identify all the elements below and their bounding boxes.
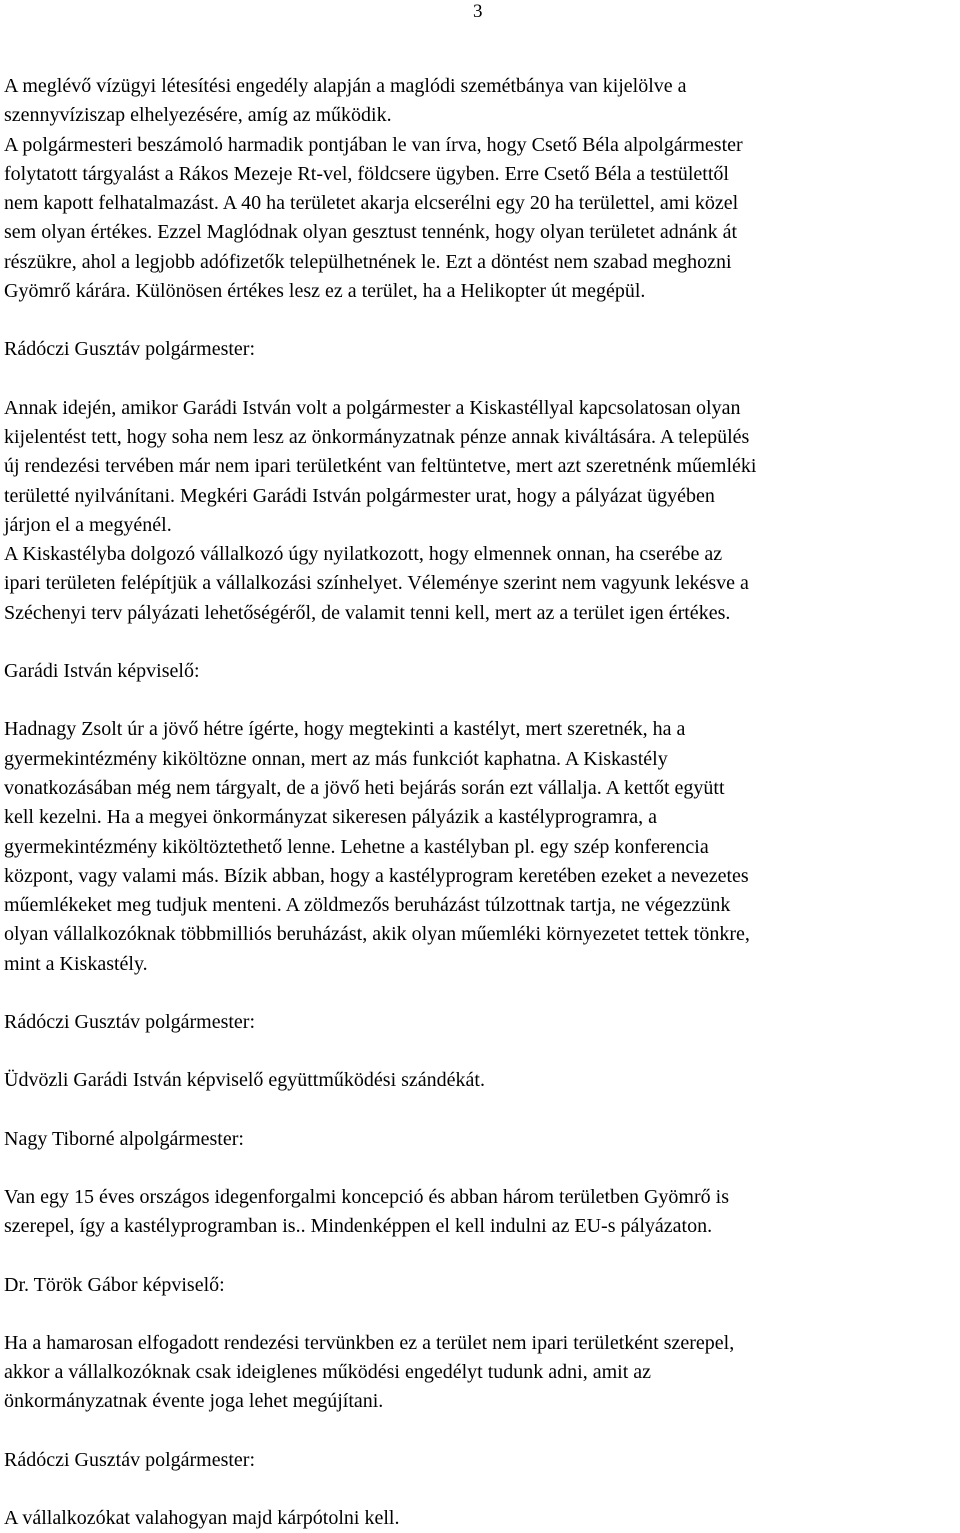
paragraph: Annak idején, amikor Garádi István volt a polgármester a Kiskastéllyal kapcsolatosan olyan kijelentést tett, hogy soha nem lesz az önkormányzatnak pénze annak kiváltására. A település új rendezési tervében már nem ipari területként van feltüntetve, mert azt szeretnénk műemléki területté nyilvánítani. Megkéri Garádi István polgármester urat, hogy a pályázat ügyében járjon el a megyénél. A Kiskastélyba dolgozó vállalkozó úgy nyilatkozott, hogy elmennek onnan, ha cserébe az ipari területen felépítjük a vállalkozási színhelyet. Véleménye szerint nem vagyunk lekésve a Széchenyi terv pályázati lehetőségéről, de valamit tenni kell, mert az a terület igen értékes. [4,396,757,624]
paragraph: A vállalkozókat valahogyan majd kárpótolni kell. [4,1506,400,1529]
paragraph: Ha a hamarosan elfogadott rendezési tervünkben ez a terület nem ipari területként szerepel, akkor a vállalkozóknak csak ideiglenes működési engedélyt tudunk adni, amit az önkormányzatnak évente joga lehet megújítani. [4,1331,735,1413]
speaker-heading: Nagy Tiborné alpolgármester: [4,1127,244,1150]
paragraph: Van egy 15 éves országos idegenforgalmi koncepció és abban három területben Gyömrő is szerepel, így a kastélyprogramban is.. Mindenképpen el kell indulni az EU-s pályázaton. [4,1185,729,1238]
paragraph: Hadnagy Zsolt úr a jövő hétre ígérte, hogy megtekinti a kastélyt, mert szeretnék, ha a gyermekintézmény kiköltözne onnan, mert az más funkciót kaphatna. A Kiskastély vonatkozásában még nem tárgyalt, de a jövő heti bejárás során ezt vállalja. A kettőt együtt kell kezelni. Ha a megyei önkormányzat sikeresen pályázik a kastélyprogramra, a gyermekintézmény kiköltöztethető lenne. Lehetne a kastélyban pl. egy szép konferencia központ, vagy valami más. Bízik abban, hogy a kastélyprogram keretében ezeket a nevezetes műemlékeket meg tudjuk menteni. A zöldmezős beruházást túlzottnak tartja, ne végezzünk olyan vállalkozóknak többmilliós beruházást, akik olyan műemléki környezetet tettek tönkre, mint a Kiskastély. [4,718,750,975]
speaker-heading: Garádi István képviselő: [4,660,200,683]
page-number: 3 [473,1,483,22]
paragraph: Üdvözli Garádi István képviselő együttműködési szándékát. [4,1069,485,1092]
document-body [4,72,956,1533]
speaker-heading: Dr. Török Gábor képviselő: [4,1273,225,1296]
speaker-heading: Rádóczi Gusztáv polgármester: [4,1448,256,1471]
speaker-heading: Rádóczi Gusztáv polgármester: [4,1011,256,1034]
paragraph: A meglévő vízügyi létesítési engedély alapján a maglódi szemétbánya van kijelölve a szennyvíziszap elhelyezésére, amíg az működik. A polgármesteri beszámoló harmadik pontjában le van írva, hogy Csető Béla alpolgármester folytatott tárgyalást a Rákos Mezeje Rt-vel, földcsere ügyben. Erre Csető Béla a testülettől nem kapott felhatalmazást. A 40 ha területet akarja elcserélni egy 20 ha területtel, ami közel sem olyan értékes. Ezzel Maglódnak olyan gesztust tennénk, hogy olyan területet adnánk át részükre, ahol a legjobb adófizetők települhetnének le. Ezt a döntést nem szabad meghozni Gyömrő kárára. Különösen értékes lesz ez a terület, ha a Helikopter út megépül. [4,75,743,303]
speaker-heading: Rádóczi Gusztáv polgármester: [4,338,256,361]
